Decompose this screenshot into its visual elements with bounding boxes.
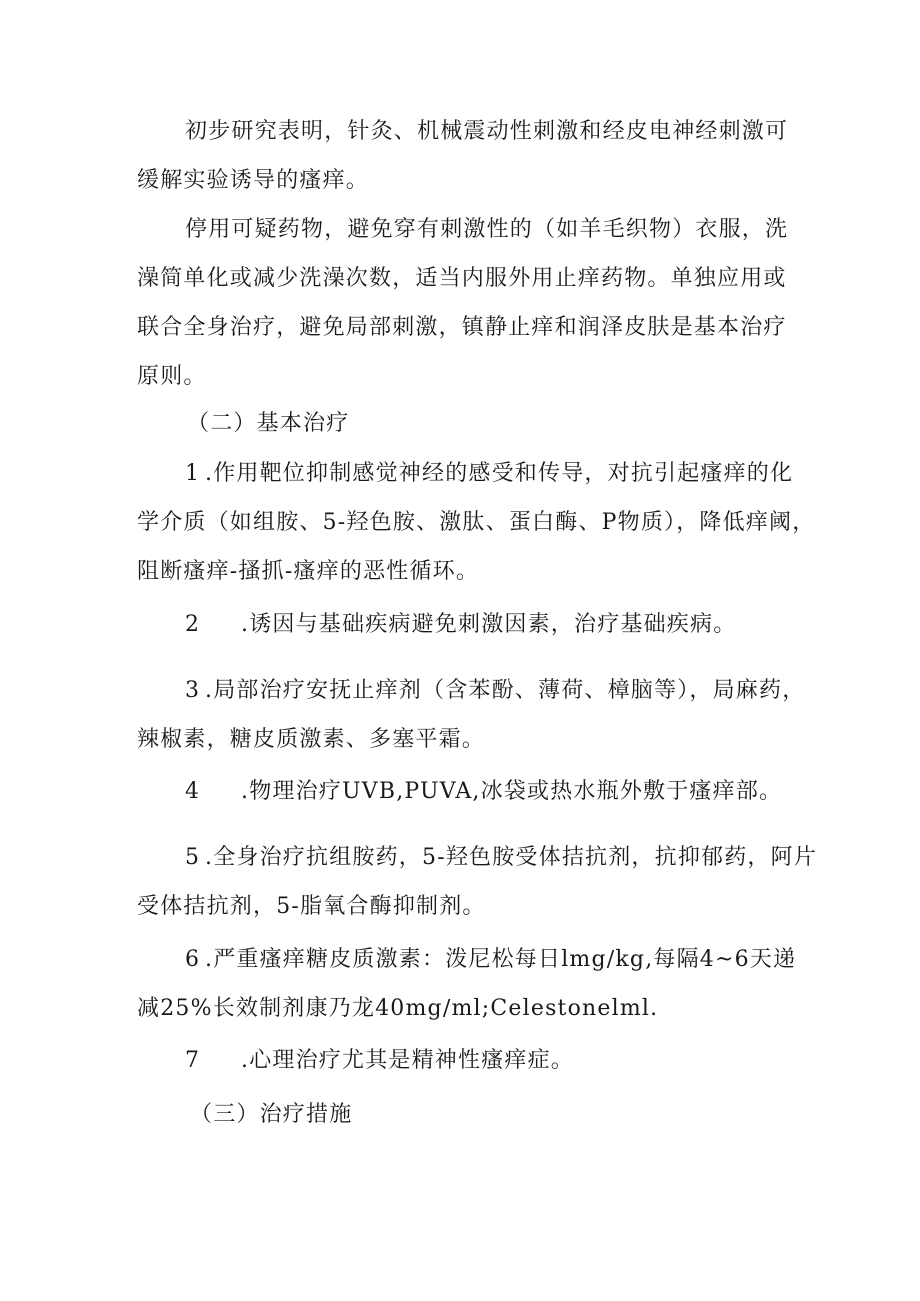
list-item-number: 1 xyxy=(185,461,201,486)
list-item-2 xyxy=(185,610,736,640)
list-item-number: 6 xyxy=(185,947,201,972)
list-item-3-line-2: 辣椒素，糖皮质激素、多塞平霜。 xyxy=(137,727,486,752)
list-item-number: 4 xyxy=(185,779,201,804)
paragraph-2-line-3: 联合全身治疗，避免局部刺激，镇静止痒和润泽皮肤是基本治疗 xyxy=(137,315,787,340)
list-item-number: 5 xyxy=(185,845,201,870)
section-heading-basic-treatment: （二）基本治疗 xyxy=(187,411,350,436)
paragraph-1-line-2: 缓解实验诱导的瘙痒。 xyxy=(137,168,370,193)
paragraph-2-line-4: 原则。 xyxy=(137,364,207,389)
paragraph-2-line-1: 停用可疑药物，避免穿有刺激性的（如羊毛织物）衣服，洗 xyxy=(185,217,789,242)
list-item-number: 2 xyxy=(185,612,201,637)
list-item-text: .物理治疗UVB,PUVA,冰袋或热水瓶外敷于瘙痒部。 xyxy=(241,779,783,804)
list-item-1-line-1 xyxy=(185,459,793,489)
list-item-4 xyxy=(185,777,782,807)
list-item-6-line-1 xyxy=(185,945,796,975)
section-heading-treatment-measures: （三）治疗措施 xyxy=(190,1102,353,1127)
list-item-text: .诱因与基础疾病避免刺激因素，治疗基础疾病。 xyxy=(241,612,737,637)
list-item-5-line-1 xyxy=(185,843,817,873)
list-item-6-line-2: 减25%长效制剂康乃龙40mg∕ml;Celestonelml. xyxy=(137,996,659,1021)
list-item-text: .心理治疗尤其是精神性瘙痒症。 xyxy=(241,1048,574,1073)
list-item-7 xyxy=(185,1046,574,1076)
list-item-5-line-2: 受体拮抗剂，5-脂氧合酶抑制剂。 xyxy=(137,894,486,919)
list-item-text: .全身治疗抗组胺药，5-羟色胺受体拮抗剂，抗抑郁药，阿片 xyxy=(205,845,818,870)
list-item-1-line-3: 阻断瘙痒-搔抓-瘙痒的恶性循环。 xyxy=(137,559,480,584)
list-item-1-line-2: 学介质（如组胺、5-羟色胺、激肽、蛋白酶、P物质），降低痒阈， xyxy=(137,510,816,535)
paragraph-2-line-2: 澡简单化或减少洗澡次数，适当内服外用止痒药物。单独应用或 xyxy=(137,266,787,291)
list-item-text: .作用靶位抑制感觉神经的感受和传导，对抗引起瘙痒的化 xyxy=(205,461,794,486)
paragraph-1-line-1: 初步研究表明，针灸、机械震动性刺激和经皮电神经刺激可 xyxy=(185,119,789,144)
list-item-text: .严重瘙痒糖皮质激素：泼尼松每日lmg∕kg,每隔4~6天递 xyxy=(205,947,797,972)
list-item-number: 3 xyxy=(185,678,201,703)
list-item-number: 7 xyxy=(185,1048,201,1073)
list-item-text: .局部治疗安抚止痒剂（含苯酚、薄荷、樟脑等），局麻药， xyxy=(205,678,806,703)
list-item-3-line-1 xyxy=(185,676,805,706)
